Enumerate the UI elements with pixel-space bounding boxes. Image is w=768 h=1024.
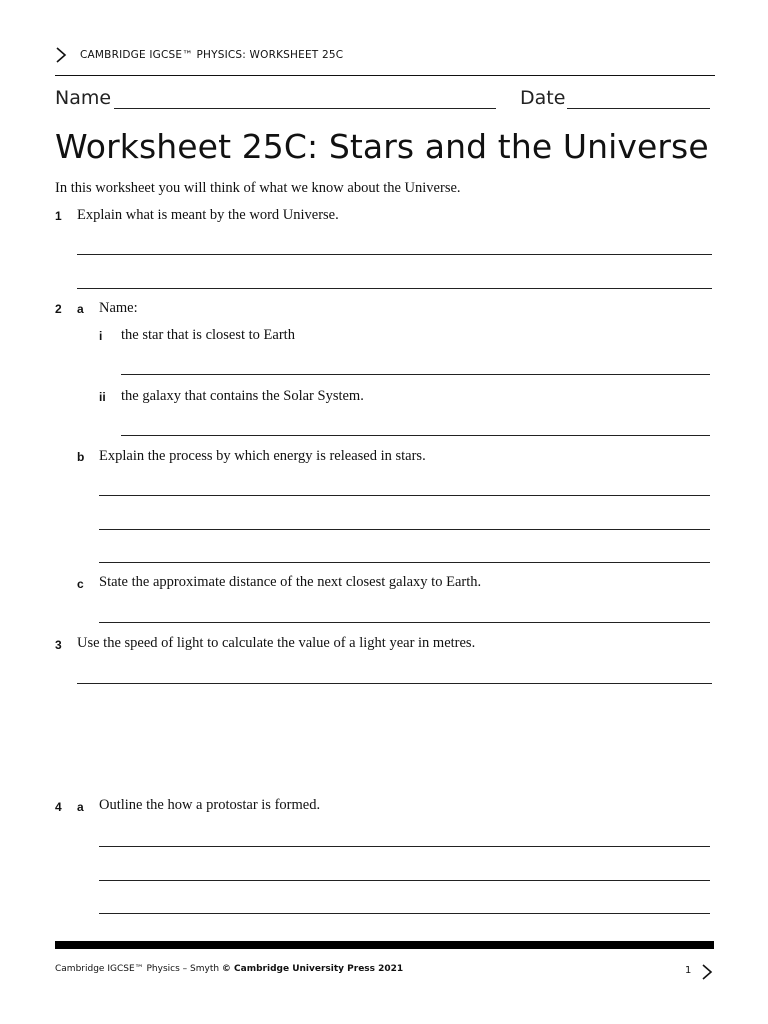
footer-brand: Cambridge: [55, 964, 105, 974]
date-label: Date: [520, 87, 566, 109]
answer-line[interactable]: [121, 435, 710, 436]
answer-line[interactable]: [99, 495, 710, 496]
question-text: State the approximate distance of the next closest galaxy to Earth.: [99, 574, 482, 590]
footer-bar: [55, 941, 714, 949]
chevron-right-icon[interactable]: [700, 963, 714, 981]
header-series-title: CAMBRIDGE IGCSE™ PHYSICS: WORKSHEET 25C: [80, 49, 344, 61]
part-letter: c: [77, 577, 84, 591]
answer-line[interactable]: [99, 562, 710, 563]
page-number: 1: [685, 965, 692, 976]
footer-course: IGCSE™ Physics – Smyth: [107, 964, 220, 974]
answer-line[interactable]: [99, 622, 710, 623]
answer-line[interactable]: [77, 254, 712, 255]
answer-line[interactable]: [121, 374, 710, 375]
answer-line[interactable]: [99, 913, 710, 914]
intro-text: In this worksheet you will think of what we know about the Universe.: [55, 180, 461, 196]
question-number: 1: [55, 209, 62, 223]
date-field[interactable]: [567, 108, 710, 109]
name-field[interactable]: [114, 108, 496, 109]
subpart-numeral: i: [99, 329, 103, 343]
answer-line[interactable]: [77, 288, 712, 289]
chevron-right-icon: [54, 46, 68, 64]
header-rule: [55, 75, 715, 76]
answer-line[interactable]: [99, 880, 710, 881]
answer-line[interactable]: [77, 683, 712, 684]
footer-copyright: © Cambridge University Press 2021: [221, 964, 404, 974]
page-title: Worksheet 25C: Stars and the Universe: [55, 127, 709, 166]
answer-line[interactable]: [99, 529, 710, 530]
subpart-numeral: ii: [99, 390, 106, 404]
part-letter: a: [77, 800, 84, 814]
name-label: Name: [55, 87, 112, 109]
question-number: 4: [55, 800, 62, 814]
question-text: Outline the how a protostar is formed.: [99, 797, 321, 813]
question-number: 2: [55, 302, 62, 316]
footer-credit: [55, 964, 403, 974]
question-text: the star that is closest to Earth: [121, 327, 295, 343]
question-number: 3: [55, 638, 62, 652]
question-text: the galaxy that contains the Solar System.: [121, 388, 364, 404]
part-letter: a: [77, 302, 84, 316]
question-text: Explain the process by which energy is released in stars.: [99, 448, 426, 464]
question-text: Explain what is meant by the word Universe.: [77, 207, 339, 223]
question-text: Use the speed of light to calculate the value of a light year in metres.: [77, 635, 476, 651]
answer-line[interactable]: [99, 846, 710, 847]
part-letter: b: [77, 450, 85, 464]
question-text: Name:: [99, 300, 138, 316]
